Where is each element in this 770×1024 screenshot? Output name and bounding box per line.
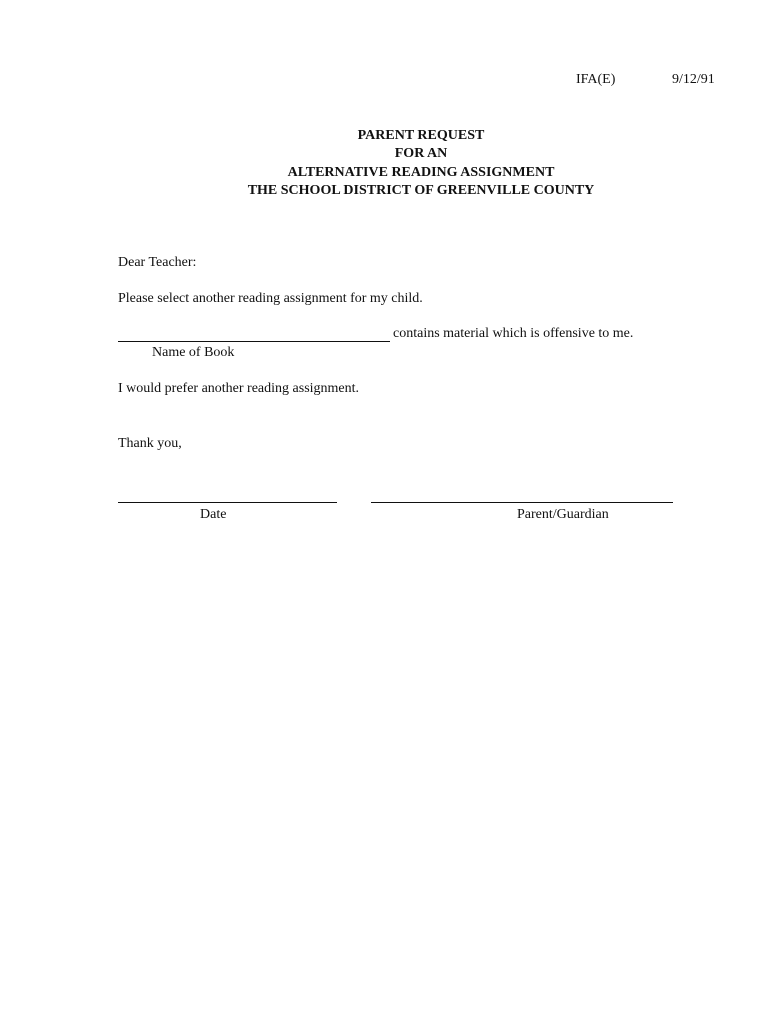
- closing-text: Thank you,: [118, 436, 182, 451]
- parent-signature-line[interactable]: [371, 502, 673, 503]
- title-line-1: PARENT REQUEST: [357, 128, 485, 143]
- document-title: [0, 127, 770, 200]
- book-name-field[interactable]: [118, 341, 390, 342]
- title-line-4: THE SCHOOL DISTRICT OF GREENVILLE COUNTY: [247, 182, 595, 198]
- title-line-3: ALTERNATIVE READING ASSIGNMENT: [287, 164, 555, 180]
- date-signature-line[interactable]: [118, 502, 337, 503]
- form-date: 9/12/91: [672, 72, 715, 87]
- request-text: Please select another reading assignment for my child.: [118, 291, 423, 306]
- salutation: Dear Teacher:: [118, 255, 197, 270]
- date-label: Date: [200, 507, 227, 522]
- offensive-statement: contains material which is offensive to me.: [393, 326, 634, 341]
- title-line-2: FOR AN: [394, 146, 448, 162]
- form-code: IFA(E): [576, 72, 616, 87]
- book-name-label: Name of Book: [152, 345, 235, 360]
- parent-guardian-label: Parent/Guardian: [517, 507, 609, 522]
- preference-text: I would prefer another reading assignment.: [118, 381, 360, 396]
